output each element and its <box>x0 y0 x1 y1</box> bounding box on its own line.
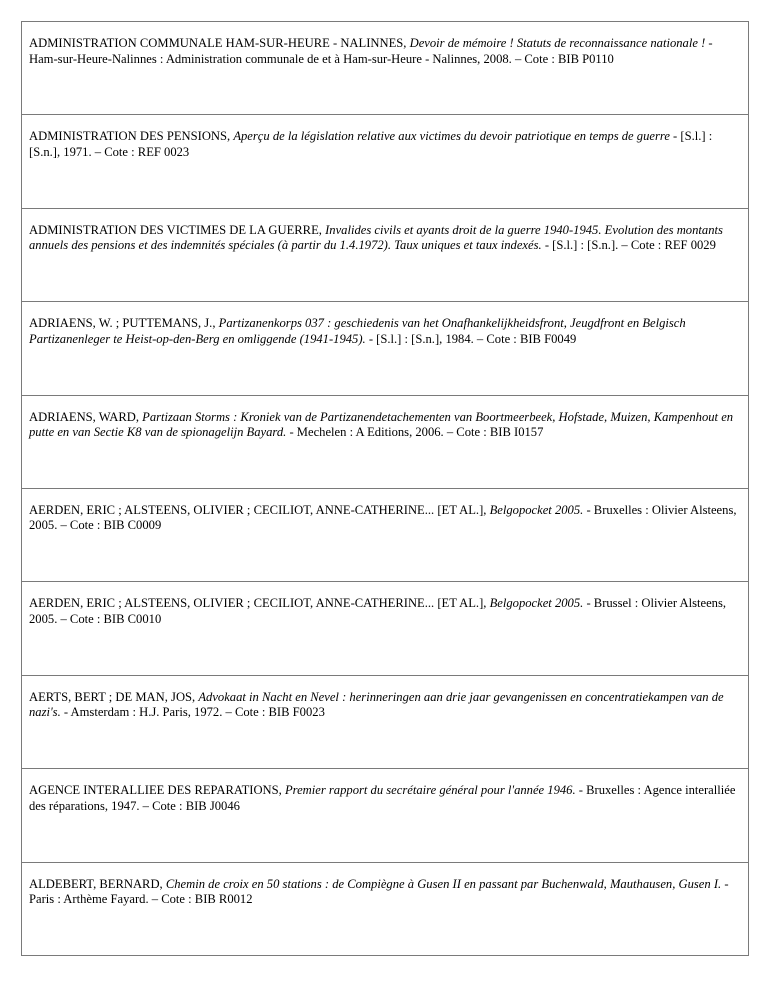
entry-author: ADRIAENS, W. ; PUTTEMANS, J., <box>29 316 219 331</box>
entry-title: Advokaat in Nacht en Nevel : herinneringen aan drie jaar gevangenissen en concentratiekampen van de nazi's. <box>29 689 724 720</box>
entry-author: AERDEN, ERIC ; ALSTEENS, OLIVIER ; CECILIOT, ANNE-CATHERINE... [ET AL.], <box>29 596 490 611</box>
entry-publication: - [S.l.] : [S.n.], 1971. – Cote : REF 0023 <box>29 129 713 159</box>
entry-title: Invalides civils et ayants droit de la guerre 1940-1945. Evolution des montants annuels des pensions et des indemnités spéciales (à partir du 1.4.1972). Taux uniques et taux indexés. <box>29 222 723 253</box>
catalog-entry <box>22 302 748 395</box>
catalog-entry <box>22 115 748 208</box>
entry-publication: - Mechelen : A Editions, 2006. – Cote : BIB I0157 <box>286 425 544 440</box>
entry-title: Partizanenkorps 037 : geschiedenis van het Onafhankelijkheidsfront, Jeugdfront en Belgisch Partizanenleger te Heist-op-den-Berg en omliggende (1941-1945). <box>29 316 686 346</box>
entry-publication: - Amsterdam : H.J. Paris, 1972. – Cote : BIB F0023 <box>60 705 325 720</box>
entry-author: AERTS, BERT ; DE MAN, JOS, <box>29 689 199 704</box>
entry-publication: - Ham-sur-Heure-Nalinnes : Administration communale de et à Ham-sur-Heure - Nalinnes, 2008. – Cote : BIB P0110 <box>29 36 713 66</box>
entry-title: Aperçu de la législation relative aux victimes du devoir patriotique en temps de guerre <box>233 129 670 144</box>
entry-publication: - Brussel : Olivier Alsteens, 2005. – Cote : BIB C0010 <box>29 596 727 626</box>
entry-publication: - [S.l.] : [S.n.]. – Cote : REF 0029 <box>541 238 716 253</box>
catalog-entry <box>22 209 748 302</box>
catalog-entry <box>22 863 748 956</box>
entry-author: ADMINISTRATION DES PENSIONS, <box>29 129 234 144</box>
entry-publication: - [S.l.] : [S.n.], 1984. – Cote : BIB F0049 <box>365 331 577 346</box>
entry-publication: - Bruxelles : Olivier Alsteens, 2005. – Cote : BIB C0009 <box>29 502 737 533</box>
catalog-entry <box>22 582 748 675</box>
catalog-entry <box>22 22 748 115</box>
entry-title: Belgopocket 2005. <box>489 596 584 611</box>
entry-author: ADRIAENS, WARD, <box>29 409 143 424</box>
entry-title: Premier rapport du secrétaire général pour l'année 1946. <box>284 783 576 798</box>
entry-title: Chemin de croix en 50 stations : de Compiègne à Gusen II en passant par Buchenwald, Mauthausen, Gusen I. <box>165 876 722 891</box>
catalog-card-list <box>21 21 749 956</box>
entry-title: Devoir de mémoire ! Statuts de reconnaissance nationale ! <box>409 36 706 50</box>
entry-publication: - Paris : Arthème Fayard. – Cote : BIB R0012 <box>29 876 729 907</box>
catalog-entry <box>22 396 748 489</box>
entry-author: ADMINISTRATION COMMUNALE HAM-SUR-HEURE - NALINNES, <box>29 36 410 50</box>
entry-author: ADMINISTRATION DES VICTIMES DE LA GUERRE, <box>29 222 326 237</box>
catalog-entry <box>22 676 748 769</box>
entry-publication: - Bruxelles : Agence interalliée des réparations, 1947. – Cote : BIB J0046 <box>29 783 736 813</box>
catalog-entry <box>22 489 748 582</box>
entry-title: Partizaan Storms : Kroniek van de Partizanendetachementen van Boortmeerbeek, Hofstade, Muizen, Kampenhout en putte en van Sectie K8 van de spionagelijn Bayard. <box>29 409 734 440</box>
entry-author: ALDEBERT, BERNARD, <box>29 876 166 891</box>
entry-title: Belgopocket 2005. <box>489 502 584 517</box>
entry-author: AERDEN, ERIC ; ALSTEENS, OLIVIER ; CECILIOT, ANNE-CATHERINE... [ET AL.], <box>29 502 490 517</box>
entry-author: AGENCE INTERALLIEE DES REPARATIONS, <box>29 783 285 798</box>
catalog-entry <box>22 769 748 862</box>
